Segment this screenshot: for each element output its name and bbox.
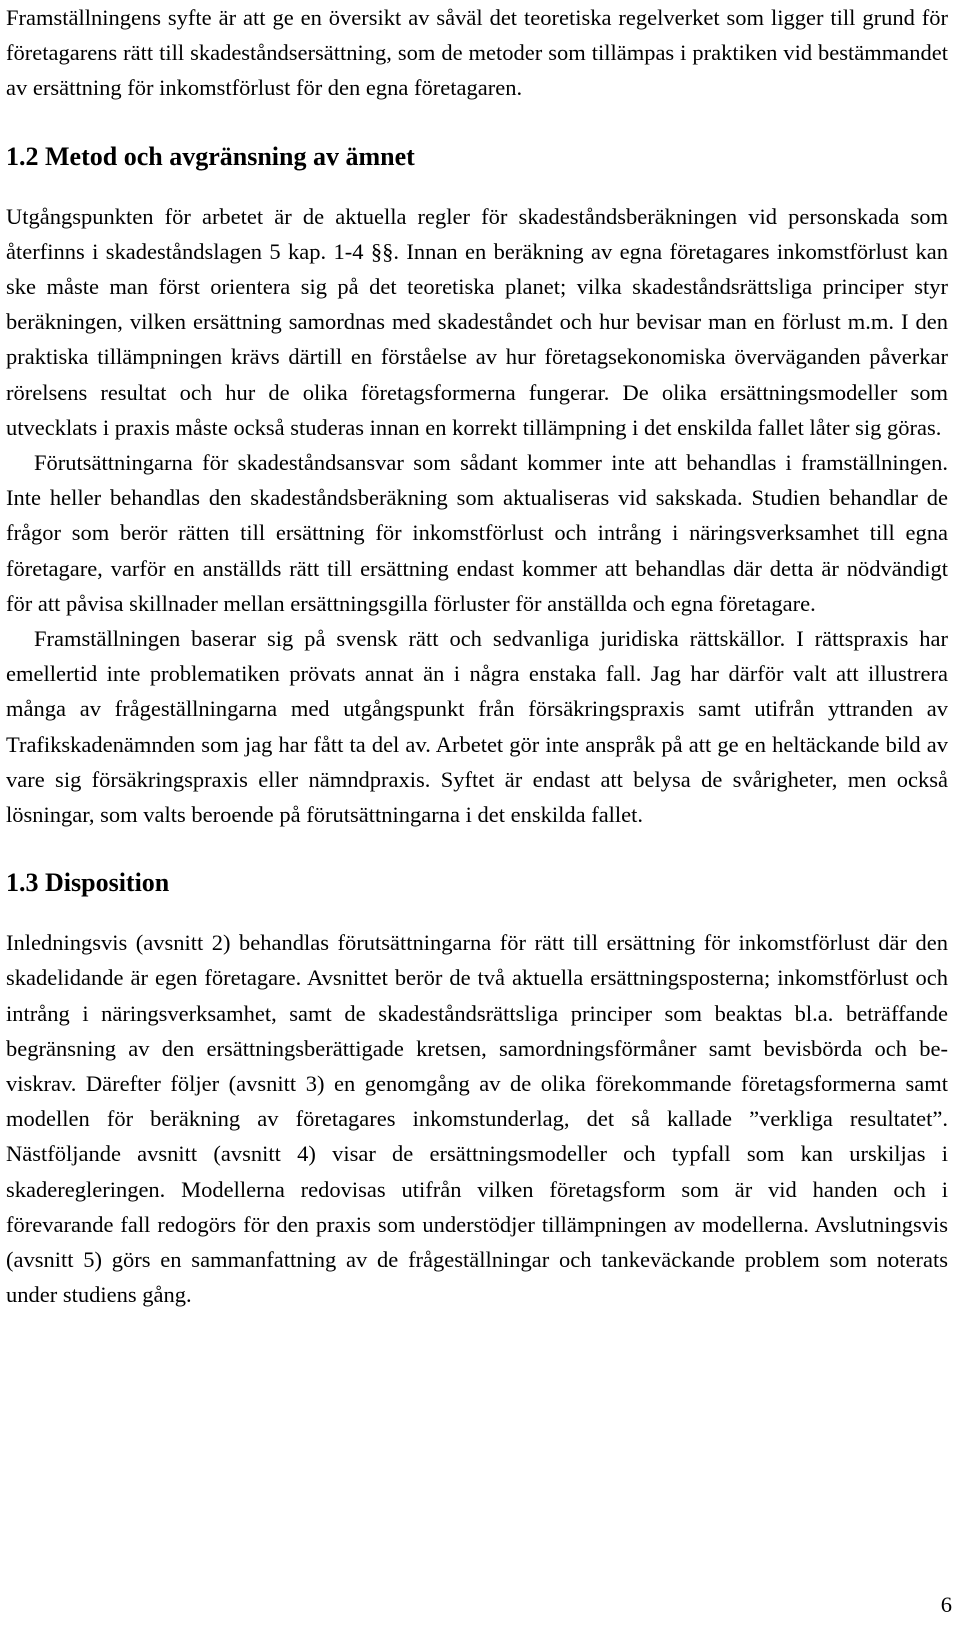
- page-number: 6: [940, 1592, 952, 1617]
- method-paragraph-1: Utgångspunkten för arbetet är de aktuella regler för skadeståndsberäkningen vid personskada som återfinns i skadeståndslagen 5 kap. 1-4 §§. Innan en beräkning av egna företagares inkomstförlust kan ske måste man först orientera sig på det teoretiska planet; vilka skadeståndsrättsliga principer styr beräkningen, vilken ersättning samordnas med skadeståndet och hur bevisar man en förlust m.m. I den praktiska tillämpningen krävs därtill en förståelse av hur företagsekonomiska överväganden påverkar rörelsens resultat och hur de olika företagsformerna fungerar. De olika ersättningsmodeller som utvecklats i praxis måste också studeras innan en korrekt tillämpning i det enskilda fallet låter sig göras.: [6, 203, 948, 440]
- section-heading-disposition: 1.3 Disposition: [6, 868, 170, 898]
- method-paragraph-2: Förutsättningarna för skadeståndsansvar som sådant kommer inte att behandlas i framställningen. Inte heller behandlas den skadeståndsberäkning som aktualiseras vid sakskada. Studien behandlar de frågor som berör rätten till ersättning för inkomstförlust och intrång i näringsverksamhet till egna företagare, varför en anställds rätt till ersättning endast kommer att behandlas där detta är nödvändigt för att påvisa skillnader mellan ersättningsgilla förluster för anställda och egna företagare.: [6, 450, 948, 616]
- intro-paragraph: Framställningens syfte är att ge en översikt av såväl det teoretiska regelverket som ligger till grund för företagarens rätt till skadeståndsersättning, som de metoder som tillämpas i praktiken vid bestämmandet av ersättning för inkomstförlust för den egna företagaren.: [6, 5, 948, 101]
- document-page: [6, 0, 948, 1313]
- disposition-paragraph: Inledningsvis (avsnitt 2) behandlas förutsättningarna för rätt till ersättning för inkomstförlust där den skadelidande är egen företagare. Avsnittet berör de två aktuella ersättningsposterna; inkomstförlust och intrång i näringsverksamhet, samt de skadeståndsrättsliga principer som beaktas bl.a. beträffande begränsning av den ersättningsberättigade kretsen, samordningsförmåner samt bevisbörda och beviskrav. Därefter följer (avsnitt 3) en genomgång av de olika förekommande företagsformerna samt modellen för beräkning av företagares inkomstunderlag, det så kallade ”verkliga resultatet”. Nästföljande avsnitt (avsnitt 4) visar de ersättningsmodeller och typfall som kan urskiljas i skaderegleringen. Modellerna redovisas utifrån vilken företagsform som är vid handen och i förevarande fall redogörs för den praxis som understödjer tillämpningen av modellerna. Avslutningsvis (avsnitt 5) görs en sammanfattning av de frågeställningar och tankeväckande problem som noterats under studiens gång.: [6, 930, 948, 1308]
- method-paragraph-3: Framställningen baserar sig på svensk rätt och sedvanliga juridiska rättskällor. I rättspraxis har emellertid inte problematiken prövats annat än i några enstaka fall. Jag har därför valt att illustrera många av frågeställningarna med utgångspunkt från försäkringspraxis samt utifrån yttranden av Trafikskadenämnden som jag har fått ta del av. Arbetet gör inte anspråk på att ge en heltäckande bild av vare sig försäkringspraxis eller nämndpraxis. Syftet är endast att belysa de svårigheter, men också lösningar, som valts beroende på förutsättningarna i det enskilda fallet.: [6, 626, 948, 828]
- section-heading-method: 1.2 Metod och avgränsning av ämnet: [6, 141, 415, 171]
